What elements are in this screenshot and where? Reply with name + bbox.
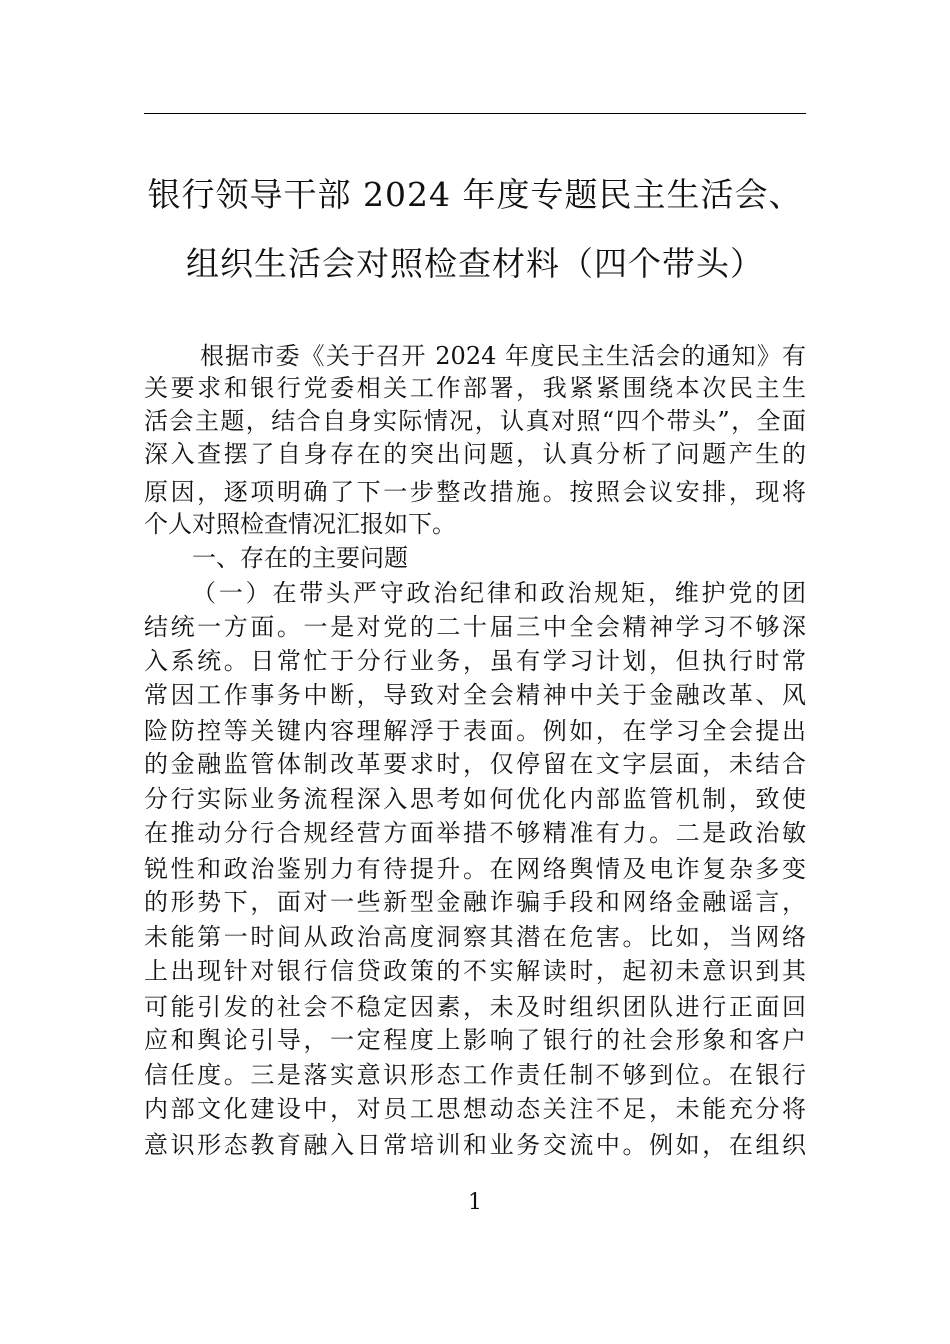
body-line: 的金融监管体制改革要求时，仅停留在文字层面，未结合 bbox=[144, 750, 806, 778]
intro-line: 深入查摆了自身存在的突出问题，认真分析了问题产生的 bbox=[144, 440, 806, 468]
body-line: 内部文化建设中，对员工思想动态关注不足，未能充分将 bbox=[144, 1095, 806, 1123]
section-heading: 一、存在的主要问题 bbox=[192, 544, 408, 572]
header-rule bbox=[144, 113, 806, 114]
body-line: 分行实际业务流程深入思考如何优化内部监管机制，致使 bbox=[144, 785, 806, 813]
body-line: 入系统。日常忙于分行业务，虽有学习计划，但执行时常 bbox=[144, 647, 806, 675]
body-line: 结统一方面。一是对党的二十届三中全会精神学习不够深 bbox=[144, 613, 806, 641]
body-line: 险防控等关键内容理解浮于表面。例如，在学习全会提出 bbox=[144, 717, 806, 745]
intro-line: 关要求和银行党委相关工作部署，我紧紧围绕本次民主生 bbox=[144, 374, 806, 402]
body-line: 未能第一时间从政治高度洞察其潜在危害。比如，当网络 bbox=[144, 923, 806, 951]
body-line: 锐性和政治鉴别力有待提升。在网络舆情及电诈复杂多变 bbox=[144, 855, 806, 883]
body-line: 可能引发的社会不稳定因素，未及时组织团队进行正面回 bbox=[144, 993, 806, 1021]
document-title-line-2: 组织生活会对照检查材料（四个带头） bbox=[186, 244, 764, 283]
body-line: 在推动分行合规经营方面举措不够精准有力。二是政治敏 bbox=[144, 819, 806, 847]
body-line: 应和舆论引导，一定程度上影响了银行的社会形象和客户 bbox=[144, 1026, 806, 1054]
body-line: 的形势下，面对一些新型金融诈骗手段和网络金融谣言， bbox=[144, 888, 806, 916]
body-line: 常因工作事务中断，导致对全会精神中关于金融改革、风 bbox=[144, 681, 806, 709]
document-title-line-1: 银行领导干部 2024 年度专题民主生活会、 bbox=[147, 175, 803, 214]
body-line: （一）在带头严守政治纪律和政治规矩，维护党的团 bbox=[192, 579, 806, 607]
body-line: 信任度。三是落实意识形态工作责任制不够到位。在银行 bbox=[144, 1061, 806, 1089]
intro-line: 根据市委《关于召开 2024 年度民主生活会的通知》有 bbox=[200, 342, 806, 370]
body-line: 意识形态教育融入日常培训和业务交流中。例如，在组织 bbox=[144, 1131, 806, 1159]
intro-line: 原因，逐项明确了下一步整改措施。按照会议安排，现将 bbox=[144, 478, 806, 506]
intro-line: 个人对照检查情况汇报如下。 bbox=[144, 510, 456, 538]
page-number: 1 bbox=[468, 1190, 482, 1215]
intro-line: 活会主题，结合自身实际情况，认真对照“四个带头”，全面 bbox=[144, 407, 806, 435]
body-line: 上出现针对银行信贷政策的不实解读时，起初未意识到其 bbox=[144, 957, 806, 985]
